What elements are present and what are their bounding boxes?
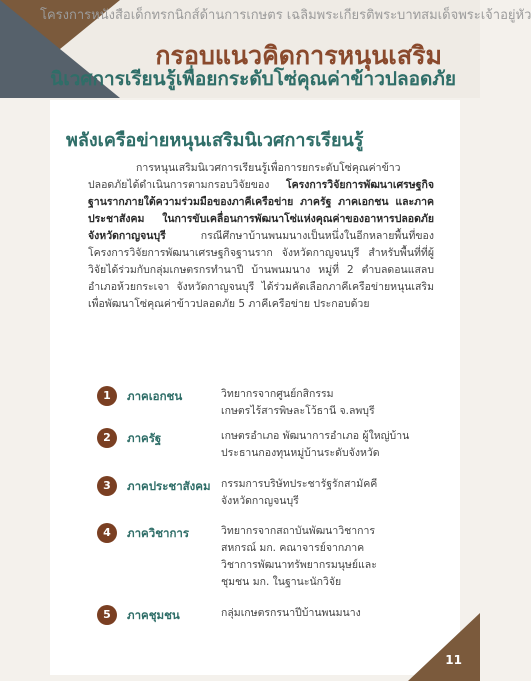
number-badge: 5 <box>97 605 117 625</box>
network-description <box>221 386 431 420</box>
corner-decoration-bottom <box>408 613 480 681</box>
intro-text-bold: โครงการวิจัยการพัฒนาเศรษฐกิจฐานรากภายใต้ความร่วมมือของภาคีเครือข่าย ภาครัฐ ภาคเอกชน และภาคประชาสังคม ในการขับเคลื่อนการพัฒนาโซ่แห่งคุณค่าของอาหารปลอดภัย จังหวัดกาญจนบุรี <box>88 179 434 242</box>
network-name: ภาคประชาสังคม <box>127 479 211 493</box>
description-line: กรรมการบริษัทประชารัฐรักสามัคคี <box>221 478 378 490</box>
network-name: ภาคเอกชน <box>127 389 183 403</box>
number-badge: 3 <box>97 476 117 496</box>
intro-text-2: กรณีศึกษาบ้านพนมนางเป็นหนึ่งในอีกหลายพื้นที่ของโครงการวิจัยการพัฒนาเศรษฐกิจฐานราก จังหวัดกาญจนบุรี สำหรับพื้นที่ที่ผู้วิจัยได้ร่วมกับกลุ่มเกษตรกรทำนาปี บ้านพนมนาง หมู่ที่ 2 ตำบลดอนแสลบ อำเภอห้วยกระเจา จังหวัดกาญจนบุรี ได้ร่วมคัดเลือกภาคีเครือข่ายหนุนเสริมเพื่อพัฒนาโซ่คุณค่าข้าวปลอดภัย 5 ภาคีเครือข่าย ประกอบด้วย <box>88 230 434 310</box>
description-line: วิชาการพัฒนาทรัพยากรมนุษย์และ <box>221 559 377 571</box>
intro-text-1: การหนุนเสริมนิเวศการเรียนรู้เพื่อการยกระดับโซ่คุณค่าข้าวปลอดภัยได้ดำเนินการตามกรอบวิจัยของ <box>88 162 401 191</box>
description-line: วิทยากรจากสถาบันพัฒนาวิชาการ <box>221 525 376 537</box>
description-line: กลุ่มเกษตรกรนาปีบ้านพนมนาง <box>221 607 361 619</box>
network-description <box>221 523 431 591</box>
network-description <box>221 605 431 622</box>
network-name: ภาครัฐ <box>127 431 162 445</box>
network-name: ภาควิชาการ <box>127 526 190 540</box>
network-description <box>221 476 431 510</box>
description-line: เกษตรอำเภอ พัฒนาการอำเภอ ผู้ใหญ่บ้าน <box>221 430 410 442</box>
page-number: 11 <box>445 653 462 667</box>
page-title: กรอบแนวคิดการหนุนเสริม <box>155 41 442 70</box>
network-description <box>221 428 431 462</box>
number-badge: 2 <box>97 428 117 448</box>
description-line: ชุมชน มก. ในฐานะนักวิจัย <box>221 576 342 588</box>
number-badge: 1 <box>97 386 117 406</box>
description-line: วิทยากรจากศูนย์กสิกรรม <box>221 388 334 400</box>
intro-paragraph <box>88 160 434 313</box>
description-line: ประธานกองทุนหมู่บ้านระดับจังหวัด <box>221 447 380 459</box>
description-line: จังหวัดกาญจนบุรี <box>221 495 299 507</box>
running-header: โครงการหนังสือเด็กทรกนิกส์ด้านการเกษตร เฉลิมพระเกียรติพระบาทสมเด็จพระเจ้าอยู่หัว <box>40 8 531 23</box>
description-line: สหกรณ์ มก. คณาจารย์จากภาค <box>221 542 365 554</box>
description-line: เกษตรไร้สารพิษละโว้ธานี จ.ลพบุรี <box>221 405 375 417</box>
page-subtitle: นิเวศการเรียนรู้เพื่อยกระดับโซ่คุณค่าข้าวปลอดภัย <box>50 68 456 90</box>
section-heading: พลังเครือข่ายหนุนเสริมนิเวศการเรียนรู้ <box>66 130 364 151</box>
number-badge: 4 <box>97 523 117 543</box>
network-name: ภาคชุมชน <box>127 608 180 622</box>
